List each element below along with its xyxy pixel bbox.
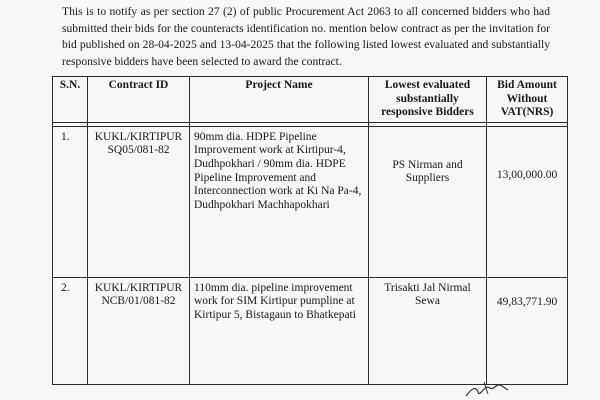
award-table (52, 76, 568, 385)
header-sn: S.N. (53, 77, 88, 123)
header-project-name: Project Name (190, 77, 369, 123)
contract-id-line1: KUKL/KIRTIPUR (94, 130, 183, 143)
cell-amount: 49,83,771.90 (487, 277, 568, 384)
cell-sn: 2. (53, 277, 88, 384)
table-row (53, 277, 568, 384)
cell-bidder: Trisakti Jal Nirmal Sewa (369, 277, 487, 384)
header-amount: Bid Amount Without VAT(NRS) (487, 77, 568, 123)
cell-contract-id (88, 277, 190, 384)
contract-id-line2: NCB/01/081-82 (101, 295, 176, 308)
table-header-row (53, 77, 568, 123)
notice-paragraph: This is to notify as per section 27 (2) of public Procurement Act 2063 to all concerned bidders who had submitted their bids for the counteracts identification no. mention below contract as per the invitation for bid published on 28-04-2025 and 13-04-2025 that the following listed lowest evaluated and substantially responsive bidders have been selected to award the contract. (62, 5, 550, 68)
contract-id-line1: KUKL/KIRTIPUR (94, 281, 183, 294)
signature-mark (464, 378, 524, 400)
cell-project-name: 110mm dia. pipeline improvement work for SIM Kirtipur pumpline at Kirtipur 5, Bistagaun to Bhatkepati (190, 277, 369, 384)
cell-amount: 13,00,000.00 (487, 126, 568, 277)
table-row (53, 126, 568, 277)
header-contract-id: Contract ID (88, 77, 190, 123)
cell-sn: 1. (53, 126, 88, 277)
notice-intro (62, 4, 550, 70)
header-bidder: Lowest evaluated substantially responsive Bidders (369, 77, 487, 123)
cell-contract-id (88, 126, 190, 277)
cell-project-name: 90mm dia. HDPE Pipeline Improvement work at Kirtipur-4, Dudhpokhari / 90mm dia. HDPE Pipeline Improvement and Interconnection work at Ki Na Pa-4, Dudhpokhari Machhapokhari (190, 126, 369, 277)
contract-id-line2: SQ05/081-82 (107, 144, 170, 157)
cell-bidder: PS Nirman and Suppliers (369, 126, 487, 277)
